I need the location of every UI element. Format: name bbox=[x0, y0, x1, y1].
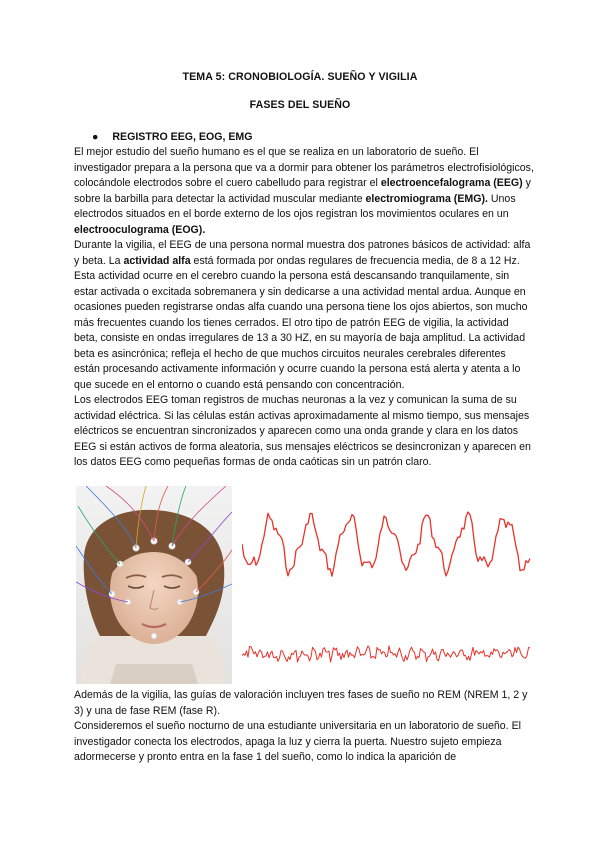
text-run: Durante la vigilia, el EEG de una persona normal muestra dos patrones básicos de actividad: alfa y beta. La bbox=[74, 239, 531, 267]
eeg-figure bbox=[76, 486, 532, 686]
term-alpha: actividad alfa bbox=[123, 254, 191, 267]
body-text-bottom bbox=[74, 688, 534, 766]
beta-wave-trace bbox=[242, 646, 530, 662]
eeg-subject-photo bbox=[76, 486, 232, 684]
paragraph-alpha-beta bbox=[74, 238, 534, 393]
term-emg: electromiograma (EMG). bbox=[365, 192, 488, 205]
text-run: Unos electrodos situados en el borde externo de los ojos registran los movimientos oculares en un bbox=[74, 192, 516, 220]
eeg-waves-illustration bbox=[242, 496, 532, 684]
eeg-wave-traces bbox=[242, 496, 532, 684]
term-eeg: electroencefalograma (EEG) bbox=[380, 177, 523, 189]
text-run: está formada por ondas regulares de frecuencia media, de 8 a 12 Hz. Esta actividad ocurre en el cerebro cuando la persona está descansando tranquilamente, sin estar activada o excitada sobremanera y sin dedicarse a una actividad mental ardua. Aunque en ocasiones pueden registrarse ondas alfa cuando una persona tiene los ojos abiertos, son mucho más frecuentes cuando los tienes cerrados. El otro tipo de patrón EEG de vigilia, la actividad beta, consiste en ondas irregulares de 13 a 30 HZ, en su mayoría de baja amplitud. La actividad beta es asincrónica; refleja el hecho de que muchos circuitos neurales cerebrales diferentes están procesando activamente información y ocurre cuando la persona está alerta y atenta a lo que sucede en el entorno o cuando está pensando con concentración. bbox=[74, 254, 528, 391]
paragraph-night-study: Consideremos el sueño nocturno de una estudiante universitaria en un laboratorio de sueño. El investigador conecta los electrodos, apaga la luz y cierra la puerta. Nuestro sujeto empieza adormecerse y pronto entra en la fase 1 del sueño, como lo indica la aparición de bbox=[74, 720, 521, 763]
alpha-wave-trace bbox=[242, 512, 530, 576]
subsection-heading bbox=[92, 131, 253, 143]
paragraph-synchrony: Los electrodos EEG toman registros de muchas neuronas a la vez y comunican la suma de su actividad eléctrica. Si las células están activas aproximadamente al mismo tiempo, sus mensajes eléctricos se encuentran sincronizados y aparecen como una onda grande y clara en los datos EEG si están activos de forma aleatoria, sus mensajes eléctricos se desincronizan y aparecen en los datos EEG como pequeñas formas de onda caóticas sin un patrón claro. bbox=[74, 394, 531, 468]
section-title: FASES DEL SUEÑO bbox=[249, 99, 351, 111]
text-run: y sobre la barbilla para detectar la actividad muscular mediante bbox=[74, 177, 531, 205]
paragraph-electrodes bbox=[74, 145, 534, 238]
document-title: TEMA 5: CRONOBIOLOGÍA. SUEÑO Y VIGILIA bbox=[182, 71, 418, 83]
term-eog: electrooculograma (EOG). bbox=[74, 223, 206, 236]
body-text-top bbox=[74, 145, 534, 471]
subsection-heading-label: REGISTRO EEG, EOG, EMG bbox=[112, 131, 253, 143]
paragraph-sleep-phases: Además de la vigilia, las guías de valoración incluyen tres fases de sueño no REM (NREM 1, 2 y 3) y una de fase REM (fase R). bbox=[74, 689, 528, 717]
text-run: El mejor estudio del sueño humano es el que se realiza en un laboratorio de sueño. El investigador prepara a la persona que va a dormir para obtener los parámetros electrofisiológicos, colocándole electrodos sobre el cuero cabelludo para registrar el bbox=[74, 146, 534, 189]
bullet-icon: ● bbox=[92, 131, 99, 143]
girl-with-electrodes-illustration bbox=[76, 486, 232, 684]
